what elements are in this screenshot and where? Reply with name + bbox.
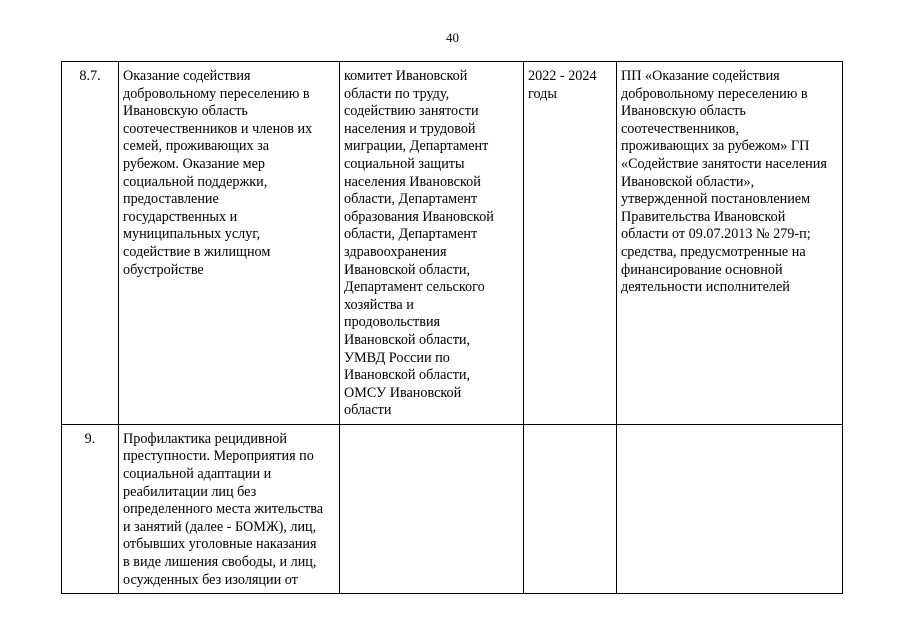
cell-text-line: Правительства Ивановской: [621, 208, 786, 225]
cell-text-line: области по труду,: [344, 85, 450, 102]
cell-text-line: Ивановской области,: [344, 331, 471, 348]
cell-text-line: УМВД России по: [344, 349, 450, 366]
cell-text-line: содействие в жилищном: [123, 243, 271, 260]
cell-text-line: области от 09.07.2013 № 279-п;: [621, 226, 811, 243]
page-number: 40: [446, 30, 459, 45]
cell-text-line: области: [344, 402, 392, 419]
funding-source-cell: [617, 424, 843, 593]
cell-text-line: соотечественников,: [621, 120, 739, 137]
cell-text-line: Ивановской области»,: [621, 173, 755, 190]
cell-text-line: годы: [528, 85, 557, 102]
cell-text-line: отбывших уголовные наказания: [123, 536, 317, 553]
cell-text-line: здравоохранения: [344, 243, 447, 260]
cell-text-line: области, Департамент: [344, 226, 478, 243]
cell-text-line: средства, предусмотренные на: [621, 243, 806, 260]
executor-cell: [340, 62, 524, 425]
cell-text-line: утвержденной постановлением: [621, 191, 811, 208]
cell-text-line: Оказание содействия: [123, 68, 251, 84]
activity-cell: [119, 62, 340, 425]
row-number-cell: 9.: [62, 424, 119, 593]
cell-text-line: хозяйства и: [344, 296, 414, 313]
cell-text-line: миграции, Департамент: [344, 138, 489, 155]
cell-text-line: деятельности исполнителей: [621, 279, 790, 296]
cell-text-line: проживающих за рубежом» ГП: [621, 138, 810, 155]
cell-text-line: социальной поддержки,: [123, 173, 268, 190]
cell-text-line: предоставление: [123, 191, 219, 208]
cell-text-line: преступности. Мероприятия по: [123, 448, 314, 465]
period-cell: [524, 62, 617, 425]
cell-text-line: муниципальных услуг,: [123, 226, 261, 243]
cell-text-line: содействию занятости: [344, 103, 479, 120]
cell-text-line: Профилактика рецидивной: [123, 430, 287, 447]
cell-text-line: ПП «Оказание содействия: [621, 68, 780, 84]
cell-text-line: семей, проживающих за: [123, 138, 270, 155]
row-number-cell: 8.7.: [62, 62, 119, 425]
cell-text-line: продовольствия: [344, 314, 441, 331]
cell-text-line: Ивановской области,: [344, 261, 471, 278]
table-row: [62, 424, 843, 593]
cell-text-line: определенного места жительства: [123, 501, 324, 518]
period-cell: [524, 424, 617, 593]
activity-cell: [119, 424, 340, 593]
measures-table: [61, 61, 843, 594]
cell-text-line: Ивановской области,: [344, 367, 471, 384]
cell-text-line: области, Департамент: [344, 191, 478, 208]
cell-text-line: комитет Ивановской: [344, 68, 468, 84]
cell-text-line: государственных и: [123, 208, 238, 225]
cell-text-line: в виде лишения свободы, и лиц,: [123, 554, 317, 571]
cell-text-line: соотечественников и членов их: [123, 120, 313, 137]
cell-text-line: осужденных без изоляции от: [123, 571, 298, 588]
cell-text-line: населения Ивановской: [344, 173, 481, 190]
cell-text-line: населения и трудовой: [344, 120, 476, 137]
cell-text-line: добровольному переселению в: [123, 85, 310, 102]
cell-text-line: ОМСУ Ивановской: [344, 384, 462, 401]
cell-text-line: рубежом. Оказание мер: [123, 155, 266, 172]
executor-cell: [340, 424, 524, 593]
cell-text-line: социальной адаптации и: [123, 466, 272, 483]
cell-text-line: финансирование основной: [621, 261, 783, 278]
cell-text-line: 2022 - 2024: [528, 68, 597, 84]
cell-text-line: образования Ивановской: [344, 208, 494, 225]
funding-source-cell: [617, 62, 843, 425]
cell-text-line: «Содействие занятости населения: [621, 155, 827, 172]
cell-text-line: социальной защиты: [344, 155, 465, 172]
cell-text-line: и занятий (далее - БОМЖ), лиц,: [123, 518, 317, 535]
table-row: [62, 62, 843, 425]
cell-text-line: добровольному переселению в: [621, 85, 808, 102]
cell-text-line: Департамент сельского: [344, 279, 485, 296]
cell-text-line: Ивановскую область: [123, 103, 248, 120]
cell-text-line: обустройстве: [123, 261, 204, 278]
cell-text-line: Ивановскую область: [621, 103, 746, 120]
cell-text-line: реабилитации лиц без: [123, 483, 257, 500]
